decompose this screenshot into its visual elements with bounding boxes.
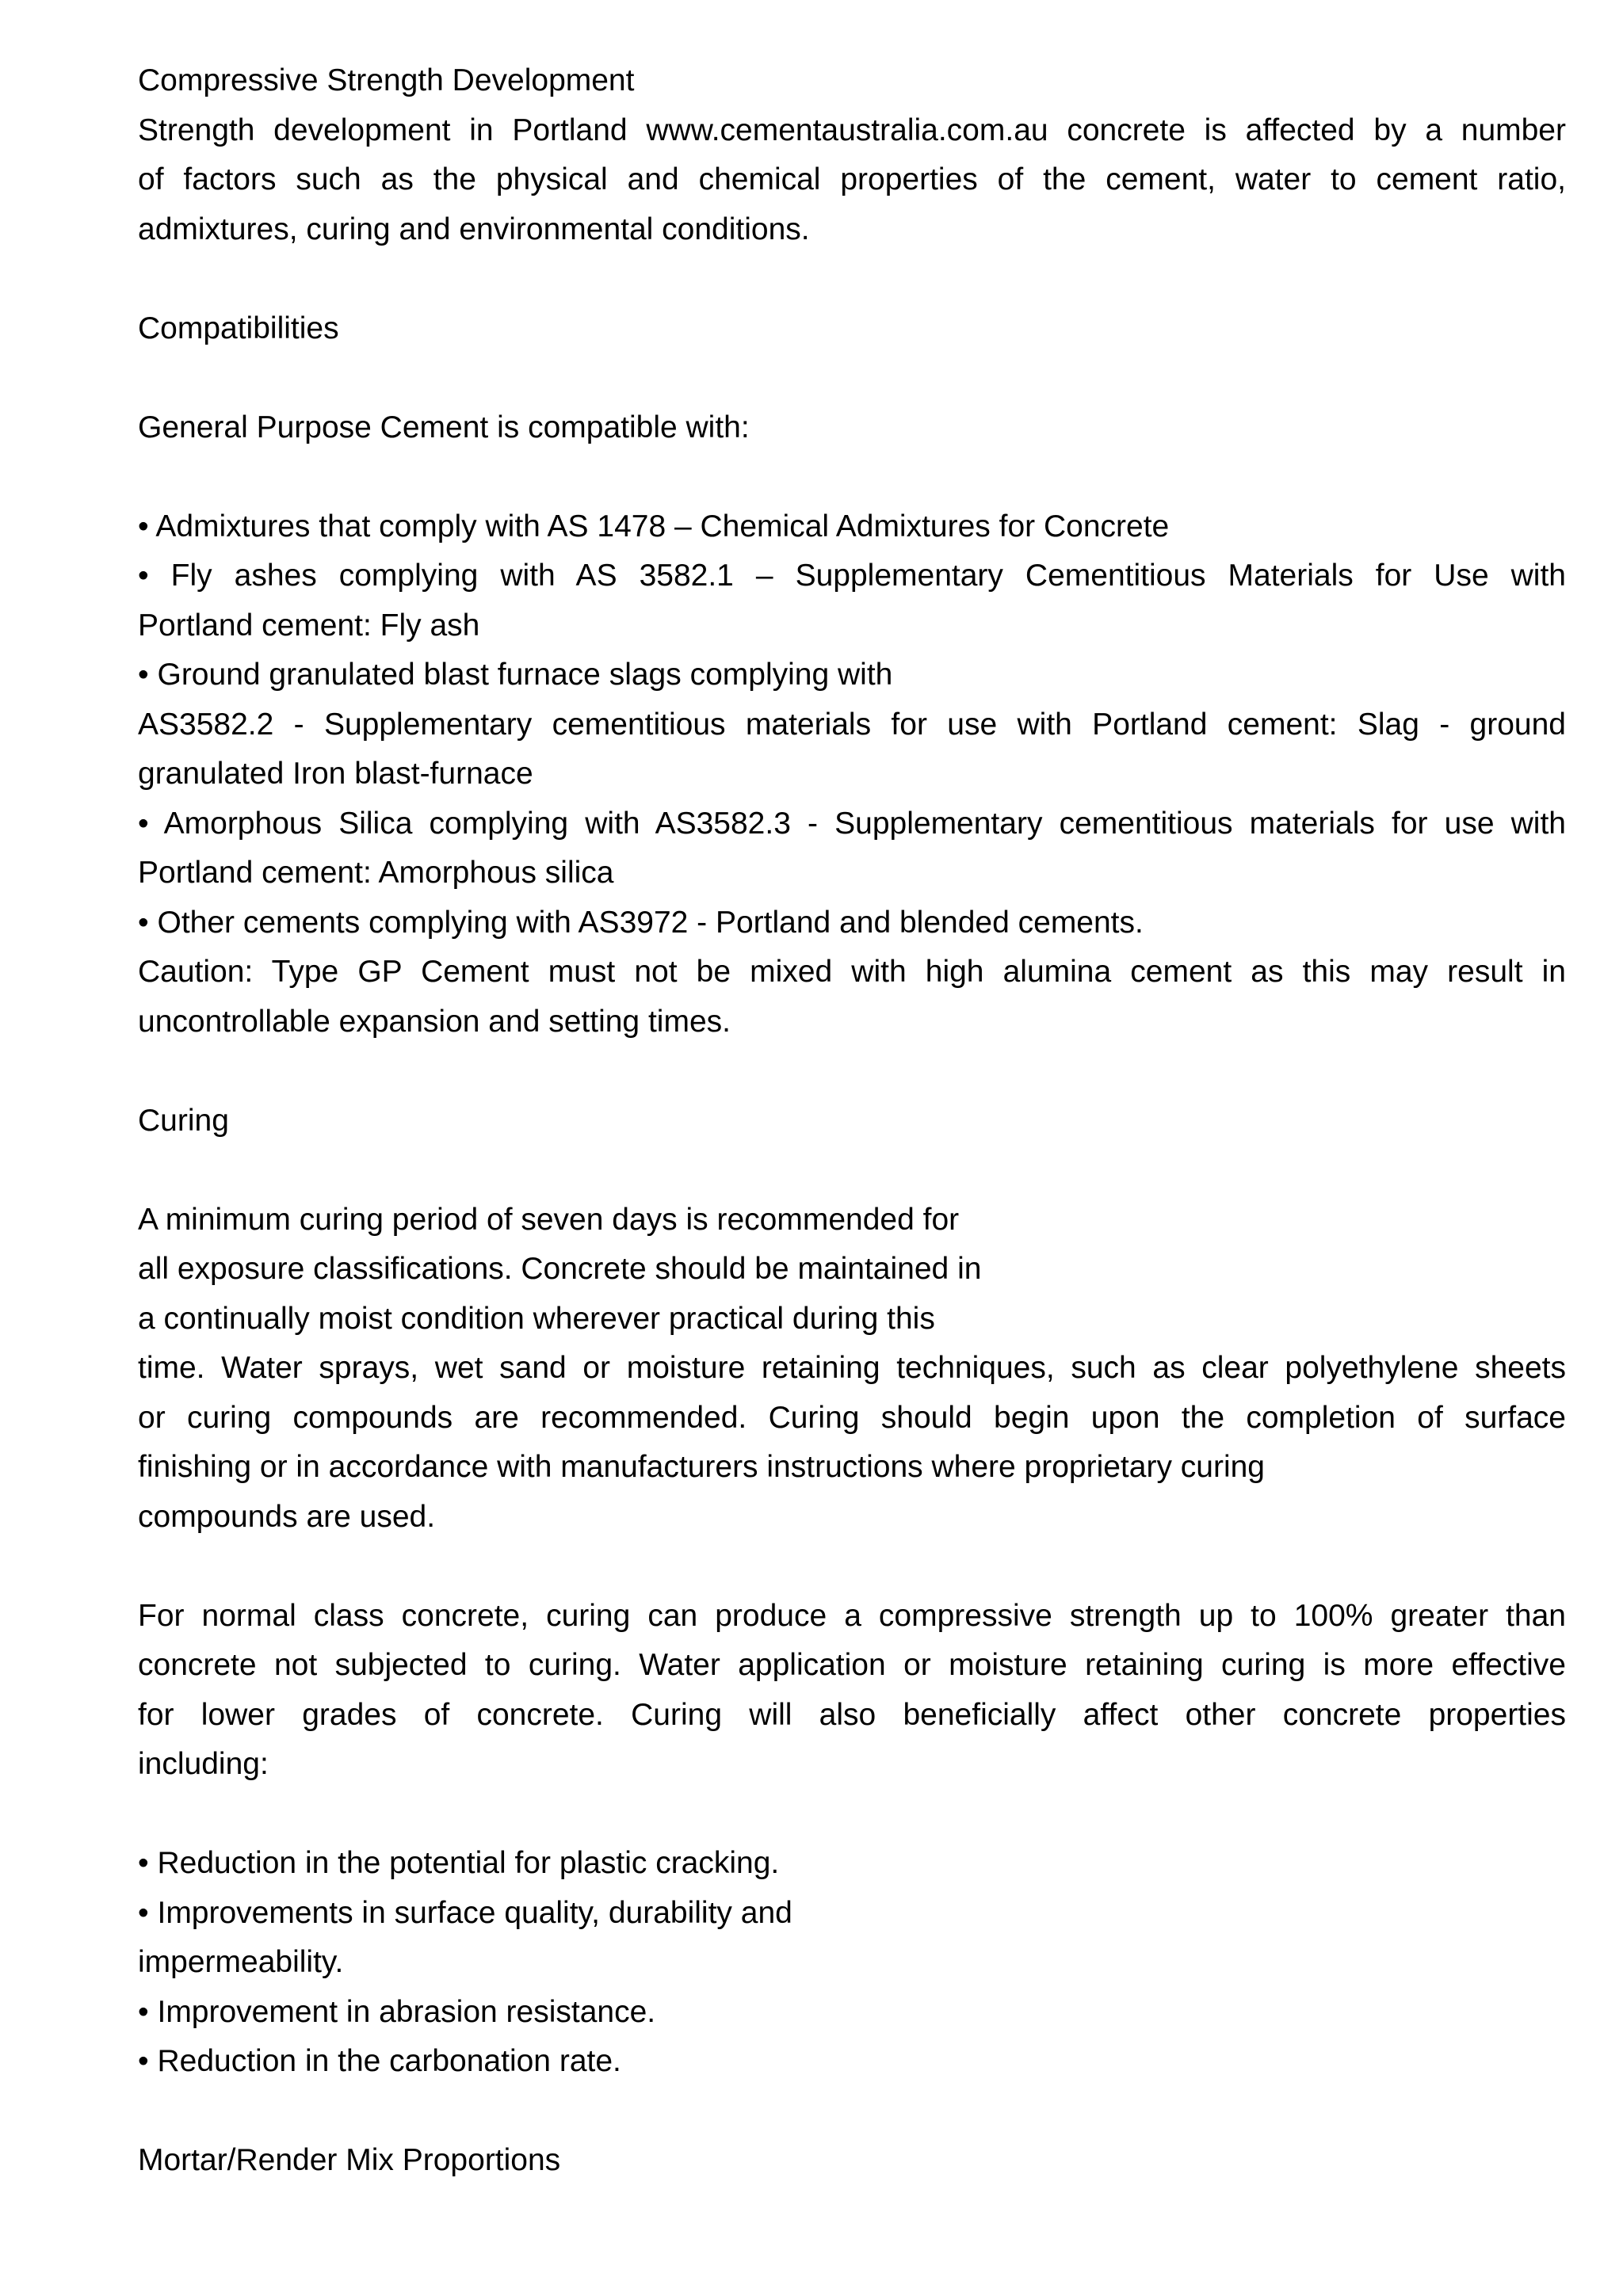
section-compatibilities: [138, 304, 1566, 1047]
paragraph-gap: [138, 353, 1566, 403]
list-item: • Reduction in the carbonation rate.: [138, 2044, 621, 2078]
body-line: of factors such as the physical and chemical properties of the cement, water to cement ratio,: [138, 162, 1566, 196]
body-line: or curing compounds are recommended. Curing should begin upon the completion of surface: [138, 1400, 1566, 1435]
section-mortar: [138, 2136, 1566, 2186]
paragraph-gap: [138, 1542, 1566, 1592]
section-heading: Compatibilities: [138, 311, 339, 345]
section-heading: Mortar/Render Mix Proportions: [138, 2143, 561, 2177]
body-line: all exposure classifications. Concrete should be maintained in: [138, 1252, 982, 1286]
paragraph-gap: [138, 1146, 1566, 1196]
list-item-continuation: AS3582.2 - Supplementary cementitious materials for use with Portland cement: Slag - ground: [138, 707, 1566, 742]
body-line: for lower grades of concrete. Curing will also beneficially affect other concrete properties: [138, 1697, 1566, 1732]
caution-line: uncontrollable expansion and setting times.: [138, 1004, 731, 1039]
body-line: concrete not subjected to curing. Water application or moisture retaining curing is more effective: [138, 1648, 1566, 1682]
list-item: • Reduction in the potential for plastic cracking.: [138, 1846, 780, 1880]
section-heading: Compressive Strength Development: [138, 63, 635, 97]
list-item-continuation: granulated Iron blast-furnace: [138, 757, 533, 791]
intro-line: General Purpose Cement is compatible with:: [138, 410, 750, 444]
body-line: For normal class concrete, curing can produce a compressive strength up to 100% greater than: [138, 1598, 1566, 1633]
caution-line: Caution: Type GP Cement must not be mixed with high alumina cement as this may result in: [138, 955, 1566, 989]
paragraph-gap: [138, 254, 1566, 304]
section-heading: Curing: [138, 1103, 229, 1138]
body-line: finishing or in accordance with manufacturers instructions where proprietary curing: [138, 1450, 1265, 1484]
paragraph-gap: [138, 1790, 1566, 1840]
body-line: time. Water sprays, wet sand or moisture retaining techniques, such as clear polyethylene sheets: [138, 1351, 1566, 1385]
list-item-continuation: Portland cement: Amorphous silica: [138, 856, 614, 890]
list-item-continuation: impermeability.: [138, 1945, 344, 1979]
body-line: A minimum curing period of seven days is recommended for: [138, 1202, 960, 1237]
list-item: • Admixtures that comply with AS 1478 – Chemical Admixtures for Concrete: [138, 509, 1170, 543]
list-item: • Improvement in abrasion resistance.: [138, 1994, 656, 2029]
paragraph-gap: [138, 452, 1566, 502]
body-line: compounds are used.: [138, 1499, 436, 1534]
body-line: admixtures, curing and environmental conditions.: [138, 212, 810, 246]
document-page: [138, 56, 1566, 2186]
body-line: a continually moist condition wherever practical during this: [138, 1301, 935, 1336]
list-item: • Other cements complying with AS3972 - Portland and blended cements.: [138, 905, 1144, 940]
body-line: Strength development in Portland www.cementaustralia.com.au concrete is affected by a number: [138, 113, 1566, 147]
list-item: • Fly ashes complying with AS 3582.1 – Supplementary Cementitious Materials for Use with: [138, 559, 1566, 593]
list-item: • Ground granulated blast furnace slags complying with: [138, 658, 893, 692]
paragraph-gap: [138, 2087, 1566, 2137]
list-item: • Improvements in surface quality, durability and: [138, 1895, 792, 1930]
paragraph-gap: [138, 1047, 1566, 1097]
body-line: including:: [138, 1747, 269, 1781]
list-item: • Amorphous Silica complying with AS3582.3 - Supplementary cementitious materials for use with: [138, 806, 1566, 841]
section-strength: [138, 56, 1566, 254]
list-item-continuation: Portland cement: Fly ash: [138, 608, 480, 643]
section-curing: [138, 1097, 1566, 2087]
